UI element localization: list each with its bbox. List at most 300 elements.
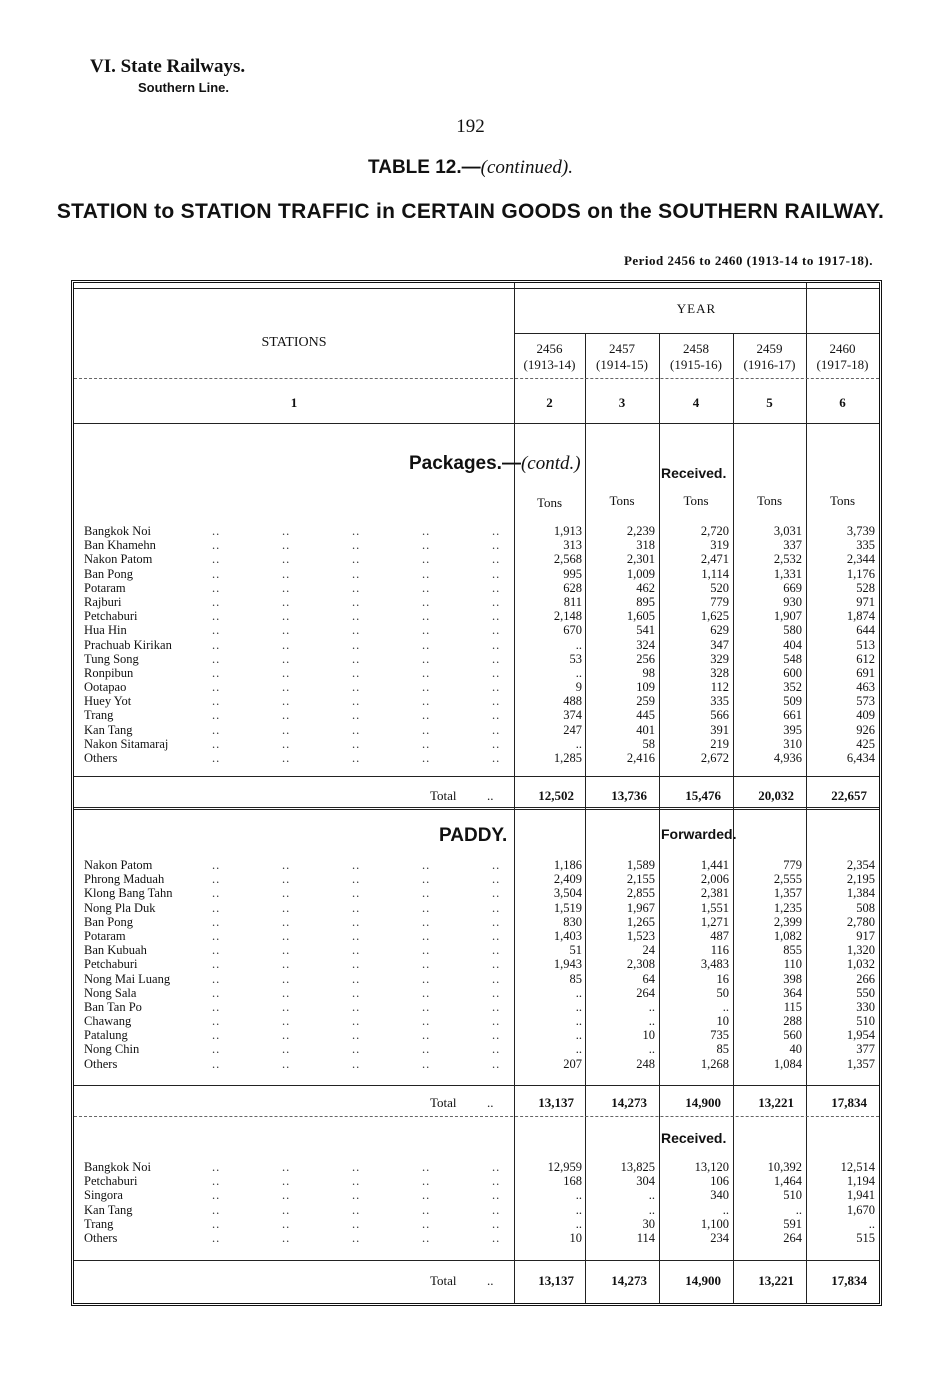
row-divider	[74, 1116, 879, 1117]
cell-value: 288	[783, 1014, 802, 1029]
station-name: Rajburi	[84, 594, 122, 609]
table-row	[82, 1188, 879, 1202]
cell-value: 1,176	[846, 566, 875, 581]
station-name: Ban Khamehn	[84, 538, 156, 553]
cell-value: 445	[636, 708, 655, 723]
leader-dots: ..	[282, 580, 291, 595]
leader-dots: ..	[282, 872, 291, 887]
cell-value: ..	[575, 999, 582, 1014]
cell-value: 3,483	[700, 957, 729, 972]
cell-value: 550	[856, 985, 875, 1000]
unit-label: Tons	[756, 493, 783, 508]
leader-dots: ..	[282, 1028, 291, 1043]
leader-dots: ..	[422, 999, 431, 1014]
cell-value: 2,780	[846, 914, 875, 929]
cell-value: 462	[636, 580, 655, 595]
leader-dots: ..	[422, 665, 431, 680]
leader-dots: ..	[422, 594, 431, 609]
total-row: Total .. 12,502 13,736 15,476 20,032 22,657	[430, 788, 867, 803]
cell-value: 1,357	[773, 886, 802, 901]
station-name: Petchaburi	[84, 609, 138, 624]
station-name: Nong Pla Duk	[84, 900, 156, 915]
leader-dots: ..	[492, 637, 501, 652]
row-divider	[514, 333, 879, 334]
cell-value: 528	[856, 580, 875, 595]
station-name: Prachuab Kirikan	[84, 637, 172, 652]
total-value: 14,273	[611, 1095, 647, 1110]
year-col-5: 2459 (1916-17)	[743, 341, 796, 372]
leader-dots: ..	[352, 943, 361, 958]
cell-value: 337	[783, 538, 802, 553]
cell-value: 548	[783, 651, 802, 666]
cell-value: 264	[636, 985, 655, 1000]
station-name: Potaram	[84, 580, 126, 595]
cell-value: 779	[710, 594, 729, 609]
cell-value: 3,504	[553, 886, 582, 901]
leader-dots: ..	[282, 538, 291, 553]
total-row: Total .. 13,137 14,273 14,900 13,221 17,834	[430, 1095, 867, 1110]
year-col-3: 2457 (1914-15)	[596, 341, 648, 372]
cell-value: 670	[563, 623, 582, 638]
leader-dots: ..	[492, 623, 501, 638]
leader-dots: ..	[212, 1174, 221, 1189]
cell-value: 1,320	[846, 943, 875, 958]
cell-value: 2,344	[846, 552, 875, 567]
period-caption: Period 2456 to 2460 (1913-14 to 1917-18).	[623, 253, 873, 268]
leader-dots: ..	[212, 1160, 221, 1174]
leader-dots: ..	[212, 1056, 221, 1071]
cell-value: 9	[575, 680, 582, 695]
leader-dots: ..	[422, 985, 431, 1000]
total-value: 15,476	[685, 788, 721, 803]
leader-dots: ..	[352, 999, 361, 1014]
cell-value: ..	[575, 1188, 582, 1203]
leader-dots: ..	[212, 943, 221, 958]
leader-dots: ..	[492, 1174, 501, 1189]
cell-value: 4,936	[773, 751, 802, 765]
year-header: YEAR	[676, 301, 717, 316]
leader-dots: ..	[352, 623, 361, 638]
table-title: STATION to STATION TRAFFIC in CERTAIN GOODS on the SOUTHERN RAILWAY.	[56, 200, 885, 223]
cell-value: 830	[563, 914, 582, 929]
cell-value: 85	[716, 1042, 729, 1057]
leader-dots: ..	[212, 914, 221, 929]
col-number: 5	[766, 395, 773, 410]
cell-value: 313	[563, 538, 582, 553]
cell-value: 580	[783, 623, 802, 638]
cell-value: 374	[563, 708, 582, 723]
cell-value: ..	[795, 1202, 802, 1217]
leader-dots: ..	[282, 1216, 291, 1231]
cell-value: 995	[563, 566, 582, 581]
cell-value: ..	[575, 665, 582, 680]
leader-dots: ..	[212, 609, 221, 624]
leader-dots: ..	[282, 1014, 291, 1029]
cell-value: 328	[710, 665, 729, 680]
cell-value: 2,409	[553, 872, 582, 887]
leader-dots: ..	[352, 1028, 361, 1043]
cell-value: 1,943	[553, 957, 582, 972]
cell-value: 1,967	[626, 900, 655, 915]
rows-section-1	[82, 524, 879, 765]
leader-dots: ..	[352, 900, 361, 915]
leader-dots: ..	[282, 914, 291, 929]
leader-dots: ..	[282, 886, 291, 901]
cell-value: ..	[868, 1216, 875, 1231]
leader-dots: ..	[352, 1202, 361, 1217]
leader-dots: ..	[492, 1056, 501, 1071]
cell-value: 58	[642, 736, 655, 751]
cell-value: 541	[636, 623, 655, 638]
table-row	[82, 680, 879, 694]
table-row	[82, 886, 879, 900]
leader-dots: ..	[282, 552, 291, 567]
leader-dots: ..	[422, 1056, 431, 1071]
total-value: 14,273	[611, 1273, 647, 1288]
cell-value: 1,186	[553, 858, 582, 872]
table-row	[82, 708, 879, 722]
section-direction: Received.	[661, 465, 727, 481]
station-name: Singora	[84, 1188, 123, 1203]
station-name: Ronpibun	[84, 665, 134, 680]
cell-value: 30	[642, 1216, 655, 1231]
station-name: Chawang	[84, 1014, 132, 1029]
leader-dots: ..	[352, 665, 361, 680]
cell-value: 779	[783, 858, 802, 872]
station-name: Others	[84, 1056, 118, 1071]
cell-value: 2,354	[846, 858, 875, 872]
leader-dots: ..	[212, 858, 221, 872]
leader-dots: ..	[352, 566, 361, 581]
table-row	[82, 1042, 879, 1056]
leader-dots: ..	[212, 694, 221, 709]
leader-dots: ..	[282, 637, 291, 652]
cell-value: 3,739	[846, 524, 875, 538]
cell-value: 1,523	[626, 928, 655, 943]
station-name: Trang	[84, 1216, 114, 1231]
leader-dots: ..	[352, 1160, 361, 1174]
cell-value: 24	[642, 943, 655, 958]
leader-dots: ..	[212, 623, 221, 638]
leader-dots: ..	[492, 1160, 501, 1174]
leader-dots: ..	[212, 722, 221, 737]
cell-value: 16	[716, 971, 729, 986]
leader-dots: ..	[282, 722, 291, 737]
cell-value: 6,434	[846, 751, 875, 765]
leader-dots: ..	[422, 1188, 431, 1203]
cell-value: 600	[783, 665, 802, 680]
cell-value: 3,031	[773, 524, 802, 538]
station-name: Phrong Maduah	[84, 872, 165, 887]
leader-dots: ..	[282, 594, 291, 609]
leader-dots: ..	[492, 665, 501, 680]
col-number: 4	[692, 395, 700, 410]
cell-value: 85	[569, 971, 582, 986]
leader-dots: ..	[282, 1042, 291, 1057]
total-row: Total .. 13,137 14,273 14,900 13,221 17,834	[430, 1273, 867, 1288]
cell-value: 247	[563, 722, 582, 737]
leader-dots: ..	[352, 1230, 361, 1245]
leader-dots: ..	[422, 637, 431, 652]
cell-value: 1,913	[553, 524, 582, 538]
cell-value: 2,720	[700, 524, 729, 538]
cell-value: 50	[716, 985, 729, 1000]
cell-value: 310	[783, 736, 802, 751]
table-row	[82, 595, 879, 609]
cell-value: 10	[716, 1014, 729, 1029]
leader-dots: ..	[282, 957, 291, 972]
leader-dots: ..	[492, 1028, 501, 1043]
table-row	[82, 751, 879, 765]
table-row	[82, 723, 879, 737]
cell-value: 1,954	[846, 1028, 875, 1043]
cell-value: 10	[642, 1028, 655, 1043]
leader-dots: ..	[352, 886, 361, 901]
cell-value: 1,009	[626, 566, 655, 581]
cell-value: 391	[710, 722, 729, 737]
leader-dots: ..	[352, 985, 361, 1000]
leader-dots: ..	[282, 1202, 291, 1217]
col-number: 1	[290, 395, 298, 410]
cell-value: 1,194	[846, 1174, 875, 1189]
leader-dots: ..	[492, 914, 501, 929]
leader-dots: ..	[492, 694, 501, 709]
cell-value: 1,357	[846, 1056, 875, 1071]
col-divider	[733, 333, 734, 1303]
cell-value: 735	[710, 1028, 729, 1043]
cell-value: ..	[575, 1042, 582, 1057]
cell-value: 2,006	[700, 872, 729, 887]
leader-dots: ..	[212, 1028, 221, 1043]
leader-dots: ..	[282, 651, 291, 666]
leader-dots: ..	[422, 566, 431, 581]
cell-value: 573	[856, 694, 875, 709]
cell-value: 1,114	[701, 566, 729, 581]
section-title-paddy: PADDY.	[439, 825, 508, 846]
leader-dots: ..	[282, 928, 291, 943]
cell-value: 1,032	[846, 957, 875, 972]
col-number: 3	[618, 395, 626, 410]
total-value: 13,221	[758, 1095, 794, 1110]
cell-value: 116	[710, 943, 729, 958]
station-name: Trang	[84, 708, 114, 723]
leader-dots: ..	[282, 751, 291, 765]
leader-dots: ..	[352, 872, 361, 887]
leader-dots: ..	[282, 680, 291, 695]
leader-dots: ..	[212, 538, 221, 553]
year-col-4: 2458 (1915-16)	[670, 341, 722, 372]
cell-value: 409	[856, 708, 875, 723]
station-name: Ban Pong	[84, 566, 133, 581]
leader-dots: ..	[282, 609, 291, 624]
cell-value: 1,551	[700, 900, 729, 915]
row-divider	[74, 423, 879, 424]
cell-value: 1,271	[700, 914, 729, 929]
col-number: 6	[839, 395, 846, 410]
unit-label: Tons	[609, 493, 635, 508]
total-value: 13,137	[538, 1095, 574, 1110]
leader-dots: ..	[352, 1014, 361, 1029]
cell-value: 2,555	[773, 872, 802, 887]
cell-value: 110	[783, 957, 802, 972]
leader-dots: ..	[352, 971, 361, 986]
cell-value: 266	[856, 971, 875, 986]
cell-value: 109	[636, 680, 655, 695]
rows-section-3	[82, 1160, 879, 1245]
station-name: Nakon Patom	[84, 858, 153, 872]
cell-value: 1,670	[846, 1202, 875, 1217]
cell-value: 64	[642, 971, 655, 986]
cell-value: 2,155	[626, 872, 655, 887]
leader-dots: ..	[212, 1230, 221, 1245]
table-label: TABLE 12.—(continued).	[368, 157, 573, 178]
station-name: Nong Chin	[84, 1042, 140, 1057]
total-value: 17,834	[831, 1273, 867, 1288]
table-row	[82, 1217, 879, 1231]
leader-dots: ..	[422, 524, 431, 538]
leader-dots: ..	[282, 1230, 291, 1245]
leader-dots: ..	[492, 1188, 501, 1203]
table-row	[82, 666, 879, 680]
cell-value: 364	[783, 985, 802, 1000]
line-subheading: Southern Line.	[138, 80, 229, 95]
cell-value: 2,308	[626, 957, 655, 972]
cell-value: 1,084	[773, 1056, 802, 1071]
leader-dots: ..	[422, 900, 431, 915]
table-row	[82, 957, 879, 971]
leader-dots: ..	[212, 736, 221, 751]
cell-value: 53	[569, 651, 582, 666]
leader-dots: ..	[422, 1216, 431, 1231]
cell-value: 1,519	[553, 900, 582, 915]
leader-dots: ..	[492, 680, 501, 695]
leader-dots: ..	[422, 1014, 431, 1029]
leader-dots: ..	[282, 985, 291, 1000]
leader-dots: ..	[352, 957, 361, 972]
cell-value: 1,235	[773, 900, 802, 915]
station-name: Others	[84, 751, 118, 765]
leader-dots: ..	[212, 1202, 221, 1217]
section-divider	[74, 807, 879, 810]
cell-value: ..	[648, 1042, 655, 1057]
leader-dots: ..	[352, 1056, 361, 1071]
cell-value: 926	[856, 722, 875, 737]
leader-dots: ..	[352, 708, 361, 723]
total-value: 13,221	[758, 1273, 794, 1288]
leader-dots: ..	[422, 971, 431, 986]
cell-value: 513	[856, 637, 875, 652]
leader-dots: ..	[492, 594, 501, 609]
leader-dots: ..	[282, 1174, 291, 1189]
col-divider	[659, 333, 660, 1303]
leader-dots: ..	[282, 971, 291, 986]
cell-value: 12,514	[840, 1160, 875, 1174]
cell-value: 377	[856, 1042, 875, 1057]
cell-value: 2,195	[846, 872, 875, 887]
rows-section-2	[82, 858, 879, 1071]
leader-dots: ..	[212, 680, 221, 695]
cell-value: 347	[710, 637, 729, 652]
leader-dots: ..	[492, 566, 501, 581]
col-divider	[585, 333, 586, 1303]
cell-value: 352	[783, 680, 802, 695]
total-value: 20,032	[758, 788, 794, 803]
leader-dots: ..	[492, 886, 501, 901]
leader-dots: ..	[422, 623, 431, 638]
leader-dots: ..	[492, 943, 501, 958]
cell-value: 487	[710, 928, 729, 943]
station-name: Others	[84, 1230, 118, 1245]
leader-dots: ..	[352, 858, 361, 872]
page-number: 192	[456, 116, 485, 137]
total-value: 14,900	[685, 1095, 721, 1110]
station-name: Tung Song	[84, 651, 139, 666]
cell-value: 1,265	[626, 914, 655, 929]
station-name: Bangkok Noi	[84, 524, 152, 538]
table-row	[82, 1028, 879, 1042]
table-row	[82, 581, 879, 595]
cell-value: 1,464	[773, 1174, 802, 1189]
leader-dots: ..	[352, 580, 361, 595]
station-name: Patalung	[84, 1028, 128, 1043]
table-row	[82, 737, 879, 751]
leader-dots: ..	[282, 999, 291, 1014]
cell-value: 330	[856, 999, 875, 1014]
cell-value: 463	[856, 680, 875, 695]
cell-value: 425	[856, 736, 875, 751]
leader-dots: ..	[422, 552, 431, 567]
cell-value: ..	[575, 985, 582, 1000]
table-row	[82, 1000, 879, 1014]
cell-value: 1,605	[626, 609, 655, 624]
leader-dots: ..	[422, 722, 431, 737]
cell-value: 398	[783, 971, 802, 986]
leader-dots: ..	[352, 1042, 361, 1057]
leader-dots: ..	[492, 751, 501, 765]
leader-dots: ..	[352, 637, 361, 652]
cell-value: 207	[563, 1056, 582, 1071]
cell-value: 2,148	[553, 609, 582, 624]
station-name: Hua Hin	[84, 623, 127, 638]
cell-value: 329	[710, 651, 729, 666]
table-row	[82, 986, 879, 1000]
leader-dots: ..	[422, 609, 431, 624]
cell-value: 98	[642, 665, 655, 680]
table-row	[82, 1203, 879, 1217]
cell-value: 112	[710, 680, 729, 695]
leader-dots: ..	[352, 1188, 361, 1203]
station-name: Kan Tang	[84, 722, 133, 737]
table-row	[82, 1174, 879, 1188]
cell-value: 259	[636, 694, 655, 709]
cell-value: 628	[563, 580, 582, 595]
leader-dots: ..	[352, 694, 361, 709]
leader-dots: ..	[422, 751, 431, 765]
table-row	[82, 694, 879, 708]
cell-value: 669	[783, 580, 802, 595]
leader-dots: ..	[282, 566, 291, 581]
cell-value: 930	[783, 594, 802, 609]
table-row	[82, 1160, 879, 1174]
leader-dots: ..	[352, 722, 361, 737]
cell-value: 644	[856, 623, 875, 638]
cell-value: 612	[856, 651, 875, 666]
leader-dots: ..	[212, 928, 221, 943]
cell-value: 629	[710, 623, 729, 638]
table-row	[82, 1057, 879, 1071]
table-row	[82, 972, 879, 986]
leader-dots: ..	[422, 943, 431, 958]
